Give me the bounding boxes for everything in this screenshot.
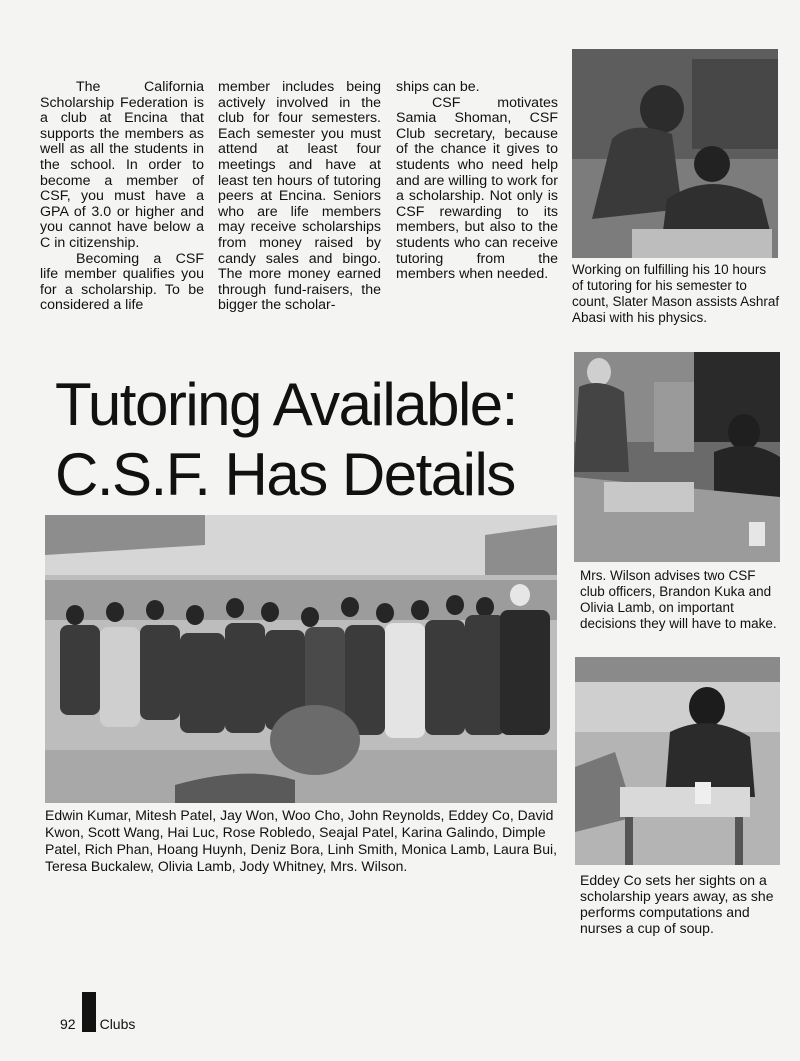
officers-photo xyxy=(574,352,780,562)
soup-photo xyxy=(575,657,780,865)
tutoring-photo xyxy=(572,49,778,258)
tutoring-photo-caption: Working on fulfilling his 10 hours of tutoring for his semester to count, Slater Mason assists Ashraf Abasi with his physics. xyxy=(572,262,780,325)
article-paragraph: member includes being actively involved in the club for four semesters. Each semester you must attend at least four meetings and have at least ten hours of tutoring peers at Encina. Seniors who are life members may receive scholarships from money raised by candy sales and bingo. The more money earned through fund-raisers, the bigger the scholar- xyxy=(218,79,381,314)
article-paragraph: Becoming a CSF life member qualifies you for a scholarship. To be considered a life xyxy=(40,250,204,314)
folio-bar xyxy=(82,992,96,1032)
article-column-2 xyxy=(218,80,381,314)
article-paragraph: The California Scholarship Federation is a club at Encina that supports the members as well as all the students in the school. In order to become a member of CSF, you must have a GPA of 3.0 or higher and you cannot have below a C in citizenship. xyxy=(40,79,204,251)
group-photo-caption: Edwin Kumar, Mitesh Patel, Jay Won, Woo Cho, John Reynolds, Eddey Co, David Kwon, Scott Wang, Hai Luc, Rose Robledo, Seajal Patel, Karina Galindo, Dimple Patel, Rich Phan, Hoang Huynh, Deniz Bora, Linh Smith, Monica Lamb, Laura Bui, Teresa Buckalew, Olivia Lamb, Jody Whitney, Mrs. Wilson. xyxy=(45,807,558,874)
group-photo xyxy=(45,515,557,803)
article-column-1 xyxy=(40,80,204,314)
section-name: Clubs xyxy=(99,1016,136,1032)
officers-photo-caption: Mrs. Wilson advises two CSF club officers, Brandon Kuka and Olivia Lamb, on important decisions they will have to make. xyxy=(580,568,777,631)
article-paragraph: CSF motivates Samia Shoman, CSF Club secretary, because of the chance it gives to students who need help and are willing to work for a scholarship. Not only is CSF rewarding to its members, but also to the students who can receive tutoring from the members when needed. xyxy=(396,94,558,283)
page-folio xyxy=(60,992,135,1032)
soup-photo-caption: Eddey Co sets her sights on a scholarship years away, as she performs computations and nurses a cup of soup. xyxy=(580,872,774,936)
headline-line-2: C.S.F. Has Details xyxy=(55,441,515,508)
page-number: 92 xyxy=(60,1016,76,1032)
headline-line-1: Tutoring Available: xyxy=(55,371,517,438)
article-column-3 xyxy=(396,80,558,283)
article-paragraph: ships can be. xyxy=(396,79,480,95)
